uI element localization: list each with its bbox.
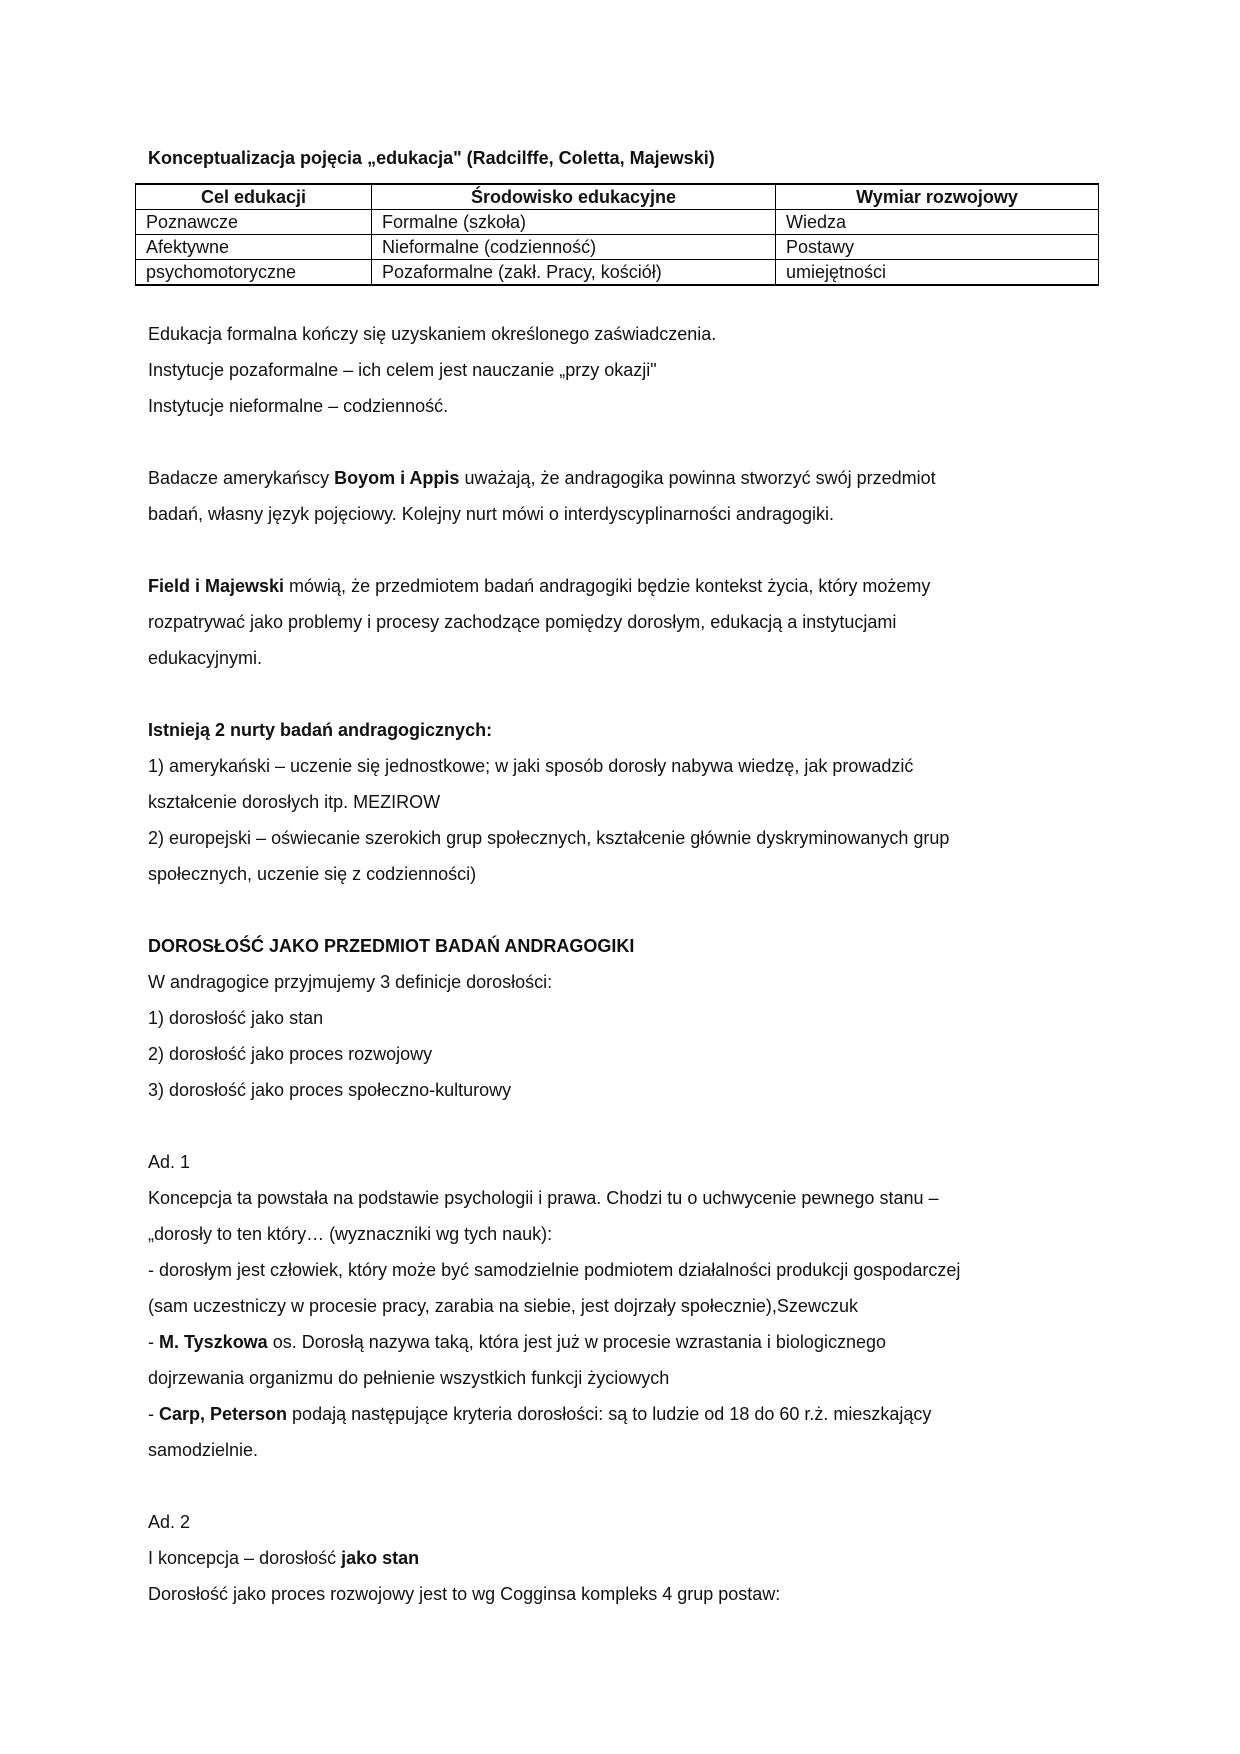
paragraph: Dorosłość jako proces rozwojowy jest to wg Cogginsa kompleks 4 grup postaw: xyxy=(148,1584,781,1604)
text-run: mówią, że przedmiotem badań andragogiki będzie kontekst życia, który możemy xyxy=(284,576,931,596)
text-run: Badacze amerykańscy xyxy=(148,468,335,488)
spacer xyxy=(148,676,1098,712)
spacer xyxy=(148,1468,1098,1504)
paragraph: „dorosły to ten który… (wyznaczniki wg tych nauk): xyxy=(148,1224,553,1244)
emphasis-bold: jako stan xyxy=(341,1548,420,1568)
paragraph xyxy=(148,1396,1098,1432)
paragraph xyxy=(148,1540,1098,1576)
paragraph: 1) amerykański – uczenie się jednostkowe; w jaki sposób dorosły nabywa wiedzę, jak prowadzić xyxy=(148,756,914,776)
table-header-cell: Wymiar rozwojowy xyxy=(776,184,1099,210)
table-cell: umiejętności xyxy=(776,260,1099,286)
paragraph: Edukacja formalna kończy się uzyskaniem określonego zaświadczenia. xyxy=(148,324,717,344)
paragraph: W andragogice przyjmujemy 3 definicje dorosłości: xyxy=(148,972,553,992)
list-item: 3) dorosłość jako proces społeczno-kulturowy xyxy=(148,1080,512,1100)
paragraph: - dorosłym jest człowiek, który może być samodzielnie podmiotem działalności produkcji gospodarczej xyxy=(148,1260,961,1280)
paragraph: 2) europejski – oświecanie szerokich grup społecznych, kształcenie głównie dyskryminowanych grup xyxy=(148,828,950,848)
subsection-label: Ad. 1 xyxy=(148,1152,191,1172)
list-item: 2) dorosłość jako proces rozwojowy xyxy=(148,1044,433,1064)
paragraph xyxy=(148,568,1098,604)
paragraph: badań, własny język pojęciowy. Kolejny nurt mówi o interdyscyplinarności andragogiki. xyxy=(148,504,835,524)
spacer xyxy=(148,1108,1098,1144)
author-name-bold: M. Tyszkowa xyxy=(159,1332,268,1352)
education-table xyxy=(135,183,1099,286)
paragraph xyxy=(148,1324,1098,1360)
text-run: - xyxy=(148,1404,159,1424)
text-run: - xyxy=(148,1332,159,1352)
paragraph: Koncepcja ta powstała na podstawie psychologii i prawa. Chodzi tu o uchwycenie pewnego stanu – xyxy=(148,1188,939,1208)
paragraph: społecznych, uczenie się z codzienności) xyxy=(148,864,477,884)
author-name-bold: Boyom i Appis xyxy=(334,468,460,488)
table-cell: psychomotoryczne xyxy=(136,260,372,286)
spacer xyxy=(148,892,1098,928)
table-cell: Afektywne xyxy=(136,235,372,260)
text-run: I koncepcja – dorosłość xyxy=(148,1548,342,1568)
document-title: Konceptualizacja pojęcia „edukacja" (Radcilffe, Coletta, Majewski) xyxy=(148,148,715,168)
section-heading: Istnieją 2 nurty badań andragogicznych: xyxy=(148,720,493,740)
document-body xyxy=(148,316,1098,1612)
table-row xyxy=(136,235,1099,260)
section-heading: DOROSŁOŚĆ JAKO PRZEDMIOT BADAŃ ANDRAGOGIKI xyxy=(148,936,635,956)
table-cell: Postawy xyxy=(776,235,1099,260)
paragraph xyxy=(148,460,1098,496)
list-item: 1) dorosłość jako stan xyxy=(148,1008,324,1028)
table-header-cell: Środowisko edukacyjne xyxy=(372,184,776,210)
text-run: podają następujące kryteria dorosłości: są to ludzie od 18 do 60 r.ż. mieszkający xyxy=(287,1404,932,1424)
table-cell: Nieformalne (codzienność) xyxy=(372,235,776,260)
table-cell: Formalne (szkoła) xyxy=(372,210,776,235)
author-name-bold: Field i Majewski xyxy=(148,576,285,596)
paragraph: rozpatrywać jako problemy i procesy zachodzące pomiędzy dorosłym, edukacją a instytucjami xyxy=(148,612,897,632)
table-cell: Poznawcze xyxy=(136,210,372,235)
spacer xyxy=(148,424,1098,460)
paragraph: (sam uczestniczy w procesie pracy, zarabia na siebie, jest dojrzały społecznie),Szewczuk xyxy=(148,1296,858,1316)
table-header-row xyxy=(136,184,1099,210)
paragraph: dojrzewania organizmu do pełnienie wszystkich funkcji życiowych xyxy=(148,1368,670,1388)
table-cell: Wiedza xyxy=(776,210,1099,235)
spacer xyxy=(148,532,1098,568)
table-row xyxy=(136,210,1099,235)
paragraph: Instytucje nieformalne – codzienność. xyxy=(148,396,449,416)
paragraph: edukacyjnymi. xyxy=(148,648,263,668)
paragraph: kształcenie dorosłych itp. MEZIROW xyxy=(148,792,441,812)
table-header-cell: Cel edukacji xyxy=(136,184,372,210)
table-row xyxy=(136,260,1099,286)
paragraph: samodzielnie. xyxy=(148,1440,259,1460)
table-cell: Pozaformalne (zakł. Pracy, kościół) xyxy=(372,260,776,286)
author-name-bold: Carp, Peterson xyxy=(159,1404,288,1424)
text-run: uważają, że andragogika powinna stworzyć swój przedmiot xyxy=(459,468,936,488)
paragraph: Instytucje pozaformalne – ich celem jest nauczanie „przy okazji" xyxy=(148,360,657,380)
text-run: os. Dorosłą nazywa taką, która jest już w procesie wzrastania i biologicznego xyxy=(267,1332,886,1352)
subsection-label: Ad. 2 xyxy=(148,1512,191,1532)
